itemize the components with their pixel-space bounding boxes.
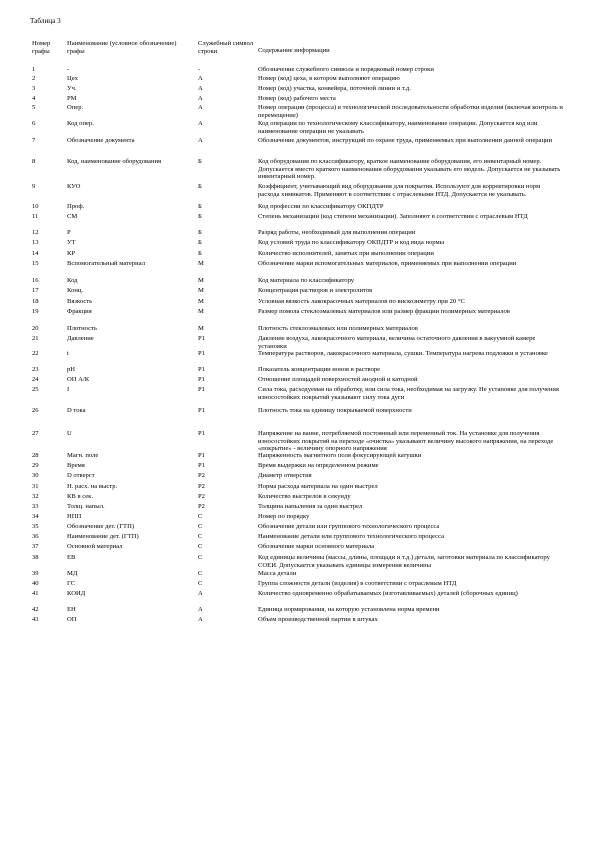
cell-number: 6 [32, 120, 36, 127]
cell-name: КВ в сек. [67, 493, 93, 500]
cell-content: Давление воздуха, лакокрасочного материала, величина остаточного давления в вакуумной камере установки [258, 335, 536, 350]
cell-code: А [198, 120, 203, 127]
cell-content: Обозначение служебного символа и порядковый номер строки [258, 66, 434, 73]
cell-number: 8 [32, 158, 36, 165]
cell-code: Б [198, 229, 202, 236]
cell-code: Б [198, 213, 202, 220]
cell-content: Код профессии по классификатору ОКПДТР [258, 203, 384, 210]
cell-name: рН [67, 366, 76, 373]
cell-number: 35 [32, 523, 39, 530]
cell-content: Наименование детали или группового технологического процесса [258, 533, 444, 540]
header-number: Номер графы [32, 40, 51, 55]
cell-name: Н. расх. на выстр. [67, 483, 118, 490]
cell-content: Единица нормирования, на которую установлена норма времени [258, 606, 440, 613]
cell-content: Обозначение документов, инструкций по охране труда, применяемых при выполнении данной операции [258, 137, 553, 144]
cell-content: Обозначение марки основного материала [258, 543, 375, 550]
cell-code: Б [198, 239, 202, 246]
cell-name: Конц. [67, 287, 84, 294]
cell-content: Объем производственной партии в штуках [258, 616, 378, 623]
cell-code: Р1 [198, 335, 205, 342]
cell-content: Плотность тока на единицу покрываемой поверхности [258, 407, 412, 414]
cell-number: 29 [32, 462, 39, 469]
cell-content: Коэффициент, учитывающий вид оборудования для покрытия. Используют для корректировки норм расхода химикатов. Применяют в соответствии с отраслевыми НТД. Допускается не указывать. [258, 183, 541, 198]
cell-number: 25 [32, 386, 39, 393]
cell-number: 18 [32, 298, 39, 305]
cell-number: 42 [32, 606, 39, 613]
cell-number: 39 [32, 570, 39, 577]
cell-content: Разряд работы, необходимый для выполнения операции [258, 229, 416, 236]
cell-content: Код условий труда по классификатору ОКПДТР и код вида нормы [258, 239, 445, 246]
cell-number: 26 [32, 407, 39, 414]
cell-content: Показатель концентрации ионов в растворе [258, 366, 381, 373]
cell-name: Основной материал [67, 543, 123, 550]
cell-code: М [198, 277, 204, 284]
cell-number: 9 [32, 183, 36, 190]
cell-number: 13 [32, 239, 39, 246]
cell-name: Обозначение дет. (ГТП) [67, 523, 135, 530]
cell-code: А [198, 606, 203, 613]
cell-name: Время [67, 462, 85, 469]
cell-number: 37 [32, 543, 39, 550]
cell-number: 5 [32, 104, 36, 111]
cell-name: Уч. [67, 85, 77, 92]
cell-code: А [198, 75, 203, 82]
cell-code: М [198, 298, 204, 305]
cell-content: Масса детали [258, 570, 297, 577]
cell-name: ГС [67, 580, 76, 587]
cell-number: 23 [32, 366, 39, 373]
cell-number: 11 [32, 213, 39, 220]
cell-content: Номер (код) участка, конвейера, поточной линии и т.д. [258, 85, 411, 92]
cell-code: А [198, 95, 203, 102]
header-content: Содержание информации [258, 47, 330, 54]
cell-code: М [198, 308, 204, 315]
header-code: Служебный символ строки [198, 40, 253, 55]
cell-name: Код, наименование оборудования [67, 158, 162, 165]
cell-content: Номер операции (процесса) в технологической последовательности обработки изделия (включая контроль и перемещение) [258, 104, 563, 119]
cell-name: Давление [67, 335, 94, 342]
cell-name: МД [67, 570, 78, 577]
cell-code: Р2 [198, 472, 205, 479]
cell-content: Код операции по технологическому классификатору, наименование операции. Допускается код или наименование операции не указывать [258, 120, 538, 135]
cell-name: Код опер. [67, 120, 94, 127]
cell-number: 4 [32, 95, 36, 102]
cell-number: 34 [32, 513, 39, 520]
cell-code: Р1 [198, 452, 205, 459]
cell-code: Р2 [198, 483, 205, 490]
cell-name: - [67, 66, 70, 73]
cell-code: Р1 [198, 430, 205, 437]
cell-code: Р1 [198, 407, 205, 414]
cell-number: 16 [32, 277, 39, 284]
cell-number: 7 [32, 137, 36, 144]
cell-content: Количество одновременно обрабатываемых (изготавливаемых) деталей (сборочных единиц) [258, 590, 518, 597]
cell-number: 38 [32, 554, 39, 561]
cell-name: РМ [67, 95, 77, 102]
cell-name: КОИД [67, 590, 86, 597]
cell-code: М [198, 287, 204, 294]
cell-name: КУО [67, 183, 81, 190]
cell-name: Фракция [67, 308, 92, 315]
cell-content: Напряженность магнитного поля фокусирующей катушки [258, 452, 422, 459]
cell-name: D отверст [67, 472, 95, 479]
cell-code: Б [198, 203, 202, 210]
cell-content: Код материала по классификатору [258, 277, 355, 284]
cell-number: 41 [32, 590, 39, 597]
cell-name: Вязкость [67, 298, 93, 305]
cell-code: С [198, 543, 203, 550]
cell-number: 30 [32, 472, 39, 479]
cell-code: Р2 [198, 493, 205, 500]
cell-name: Обозначение документа [67, 137, 135, 144]
cell-number: 12 [32, 229, 39, 236]
cell-code: Р1 [198, 366, 205, 373]
cell-number: 20 [32, 325, 39, 332]
cell-code: - [198, 66, 201, 73]
cell-code: М [198, 325, 204, 332]
cell-code: С [198, 570, 203, 577]
cell-content: Обозначение марки вспомогательных материалов, применяемых при выполнении операции [258, 260, 517, 267]
cell-content: Группа сложности детали (изделия) в соответствии с отраслевым НТД [258, 580, 457, 587]
cell-code: Б [198, 183, 202, 190]
cell-name: Проф. [67, 203, 85, 210]
cell-content: Условная вязкость лакокрасочных материалов по вискозиметру при 20 °С [258, 298, 465, 305]
cell-content: Номер (код) рабочего места [258, 95, 336, 102]
cell-name: ЕН [67, 606, 76, 613]
cell-content: Норма расхода материала на один выстрел [258, 483, 378, 490]
cell-name: СМ [67, 213, 78, 220]
cell-code: А [198, 137, 203, 144]
cell-code: С [198, 580, 203, 587]
cell-number: 15 [32, 260, 39, 267]
cell-code: А [198, 85, 203, 92]
cell-number: 32 [32, 493, 39, 500]
cell-content: Код единицы величины (массы, длины, площади и т.д.) детали, заготовки материала по классификатору СОЕИ. Допускается указывать единицы измерения величины [258, 554, 550, 569]
cell-number: 24 [32, 376, 39, 383]
cell-number: 28 [32, 452, 39, 459]
cell-content: Напряжение на ванне, потребляемой постоянный или переменный ток. На установке для получения износостойких покрытий на переходе «очистка» указывают величину высокого напряжения, на переходе «покрытие» - величину опорного напряжения [258, 430, 554, 453]
cell-name: Цех [67, 75, 78, 82]
cell-code: Р1 [198, 350, 205, 357]
cell-content: Номер (код) цеха, в котором выполняют операцию [258, 75, 400, 82]
cell-content: Номер по порядку [258, 513, 310, 520]
cell-code: С [198, 533, 203, 540]
cell-name: КР [67, 250, 76, 257]
cell-name: Вспомогательный материал [67, 260, 145, 267]
cell-content: Диаметр отверстия [258, 472, 312, 479]
cell-content: Температура растворов, лакокрасочного материала, сушки. Температура нагрева подложки в установке [258, 350, 548, 357]
cell-content: Степень механизации (код степени механизации). Заполняют в соответствии с отраслевым НТД [258, 213, 528, 220]
cell-code: С [198, 513, 203, 520]
cell-code: Б [198, 250, 202, 257]
cell-name: Код [67, 277, 78, 284]
cell-number: 3 [32, 85, 36, 92]
cell-content: Концентрация растворов и электролитов [258, 287, 373, 294]
cell-name: НПП [67, 513, 82, 520]
cell-code: Р1 [198, 462, 205, 469]
cell-name: D тока [67, 407, 86, 414]
cell-code: Б [198, 158, 202, 165]
cell-code: С [198, 523, 203, 530]
cell-code: Р1 [198, 386, 205, 393]
cell-name: Плотность [67, 325, 97, 332]
cell-code: А [198, 616, 203, 623]
cell-name: t [67, 350, 69, 357]
header-name: Наименование (условное обозначение) графы [67, 40, 177, 55]
cell-name: Наименование дет. (ГТП) [67, 533, 139, 540]
cell-code: С [198, 554, 203, 561]
cell-name: Р [67, 229, 71, 236]
cell-code: М [198, 260, 204, 267]
cell-number: 1 [32, 66, 36, 73]
cell-name: ОП [67, 616, 77, 623]
cell-content: Отношение площадей поверхностей анодной и катодной [258, 376, 418, 383]
table-caption: Таблица 3 [30, 17, 61, 25]
cell-number: 33 [32, 503, 39, 510]
cell-number: 17 [32, 287, 39, 294]
cell-number: 43 [32, 616, 39, 623]
cell-code: Р2 [198, 503, 205, 510]
cell-content: Толщина напыления за один выстрел [258, 503, 363, 510]
cell-content: Сила тока, расходуемая на обработку, или сила тока, необходимая на загрузку. Не установке для получения износостойких покрытий указывают силу тока дуги [258, 386, 559, 401]
cell-name: U [67, 430, 72, 437]
cell-number: 22 [32, 350, 39, 357]
cell-content: Код оборудования по классификатору, краткое наименование оборудования, его инвентарный номер. Допускается вместо краткого наименования оборудования указывать его модель. Допускается не указывать инвентарный номер. [258, 158, 561, 181]
cell-number: 31 [32, 483, 39, 490]
cell-name: Толщ. напыл. [67, 503, 105, 510]
cell-number: 10 [32, 203, 39, 210]
cell-name: ЕВ [67, 554, 76, 561]
cell-number: 2 [32, 75, 36, 82]
cell-name: Магн. поле [67, 452, 99, 459]
cell-name: Опер. [67, 104, 84, 111]
cell-code: А [198, 104, 203, 111]
cell-name: I [67, 386, 70, 393]
cell-number: 19 [32, 308, 39, 315]
cell-name: ОП А/К [67, 376, 90, 383]
cell-content: Количество исполнителей, занятых при выполнении операции [258, 250, 434, 257]
cell-content: Размер помола стеклоэмалевых материалов или размер фракции полимерных материалов [258, 308, 510, 315]
cell-number: 36 [32, 533, 39, 540]
cell-content: Количество выстрелов в секунду [258, 493, 351, 500]
cell-content: Обозначение детали или группового технологического процесса [258, 523, 440, 530]
cell-content: Время выдержки на определенном режиме [258, 462, 379, 469]
cell-name: УТ [67, 239, 76, 246]
cell-number: 40 [32, 580, 39, 587]
cell-content: Плотность стеклоэмалевых или полимерных материалов [258, 325, 418, 332]
cell-number: 14 [32, 250, 39, 257]
cell-code: Р1 [198, 376, 205, 383]
cell-code: А [198, 590, 203, 597]
cell-number: 21 [32, 335, 39, 342]
cell-number: 27 [32, 430, 39, 437]
